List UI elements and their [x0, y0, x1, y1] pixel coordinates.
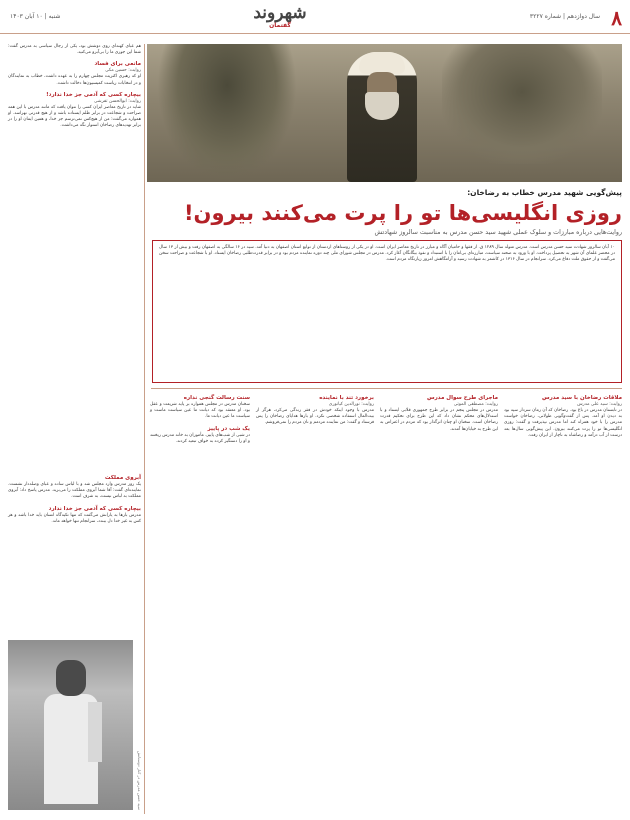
lead-subtitle: روایت‌هایی درباره مبارزات و سلوک عملی شهید سید حسن مدرس به مناسبت سالروز شهادتش — [374, 229, 622, 236]
col-a-title: ملاقات رضاخان با سید مدرس — [541, 395, 622, 401]
photo-turban — [359, 52, 405, 74]
photo-tree-left — [157, 44, 297, 182]
column-rule-left — [144, 44, 145, 814]
left-column — [8, 44, 141, 130]
page-number: ۸ — [611, 6, 622, 30]
date-info: شنبه | ۱۰ آبان ۱۴۰۳ — [10, 13, 61, 20]
left-text-2: شاید در تاریخ معاصر ایران کسی را نتوان یافت که مانند مدرس با این همه صراحت و شجاعت در برابر ظلم ایستاده باشد و از هیچ قدرتی نهراسد. او همواره می‌گفت: من از هیچ‌کس نمی‌ترسم جز خدا، و همین ایمان او را در برابر تهدیدهای رضاخان استوار نگه می‌داشت. — [8, 104, 141, 129]
left-intro: هم عبای کهنه‌ای روی دوشش بود، یکی از رجال سیاسی به مدرس گفت: شما این جوری ما را بی‌آبرو می‌کنید. — [8, 44, 141, 56]
intro-box — [152, 240, 622, 383]
left-bottom-title-2: بیچاره کسی که آدمی جز خدا ندارد — [48, 505, 141, 512]
left-bottom-text-1: یک روز مدرس وارد مجلس شد و با لباس ساده و عبای وصله‌دار نشست. نماینده‌ای گفت: آقا شما آبروی مملکت را می‌برید. مدرس پاسخ داد: آبروی مملکت به لباس نیست، به شرف است. — [8, 482, 141, 500]
col-b-byline: روایت: مصطفی الموتی — [453, 402, 498, 407]
logo-main: شهروند — [253, 3, 307, 23]
col-c-text: مدرس با وجود اینکه خودش در فقر زندگی می‌کرد، هرگز از بیت‌المال استفاده شخصی نکرد. او بارها هدایای رضاخان را پس فرستاد و گفت: من نماینده مردمم و نان مردم را نمی‌فروشم. — [256, 408, 374, 426]
col-d-text: سخنان مدرس در مجلس همواره بر پایه شریعت و عقل بود. او معتقد بود که دیانت ما عین سیاست ماست و سیاست ما عین دیانت ما. — [150, 402, 250, 420]
left-column-bottom — [8, 470, 141, 525]
photo-bottom-arm — [88, 702, 102, 762]
column-b — [380, 390, 498, 433]
lead-photo — [147, 44, 622, 182]
left-text-1: او که رهبری اکثریت مجلس چهارم را به عهده داشت، خطاب به نمایندگان و در انتخابات ریاست کمیسیون‌ها دخالت داشت. — [8, 74, 141, 86]
col-b-text: مدرس در مجلس پنجم در برابر طرح جمهوری قلابی ایستاد و با استدلال‌های محکم نشان داد که این طرح برای تحکیم قدرت رضاخان است. سخنان او چنان اثرگذار بود که مردم در اعتراض به این طرح به خیابان‌ها آمدند. — [380, 408, 498, 432]
col-d-title: سنت رسالت گنجی نداره — [183, 395, 250, 401]
left-bottom-text-2: مدرس بارها به یارانش می‌گفت که تنها تکیه‌گاه انسان باید خدا باشد و هر کس به غیر خدا دل ببندد، سرانجام تنها خواهد ماند. — [8, 512, 141, 524]
col-b-title: ماجرای طرح سوال مدرس — [427, 395, 498, 401]
logo-sub: گفتمان — [269, 22, 291, 29]
horizontal-rule — [151, 388, 622, 389]
col-d-foot-title: یک شب در پاییز — [207, 425, 250, 432]
left-byline-2: روایت: ابوالحسن تفرشی — [94, 98, 141, 104]
photo-bottom-head — [56, 660, 86, 696]
col-a-text: در تابستان مدرس در باغ بود. رضاخان که آن زمان سردار سپه بود به دیدن او آمد. پس از گفت‌وگویی طولانی، رضاخان خواست مدرس را با خود همراه کند اما مدرس نپذیرفت و گفت: روزی انگلیسی‌ها تو را پرت می‌کنند بیرون. این پیش‌گویی سال‌ها بعد درست از آب درآمد و رضاشاه به ناچار از ایران رفت. — [504, 408, 622, 438]
col-a-byline: روایت: سید علی مدرس — [577, 402, 622, 407]
issue-info: سال دوازدهم | شماره ۳۲۲۷ — [529, 13, 600, 20]
lead-title: روزی انگلیسی‌ها تو را پرت می‌کنند بیرون! — [183, 201, 622, 225]
col-d-foot-text: در شبی از شب‌های پاییز، مأموران به خانه مدرس ریختند و او را دستگیر کرده به خواف تبعید کردند. — [150, 432, 250, 444]
left-subhead-1: مانعی برای فساد — [94, 61, 141, 68]
left-byline-1: روایت: حسین مکی — [105, 68, 141, 74]
col-c-byline: روایت: نورالدین کیانوری — [328, 402, 374, 407]
lead-kicker: پیش‌گویی شهید مدرس خطاب به رضاخان: — [467, 188, 622, 197]
column-d — [150, 390, 250, 445]
page-header — [0, 0, 630, 34]
column-a — [504, 390, 622, 439]
intro-text: ۱۰ آبان سالروز شهادت سید حسن مدرس است. مدرس متولد سال ۱۲۸۹ ق. از فقها و حامیان آگاه و مبارز در تاریخ معاصر ایران است. او در یکی از روستاهای اردستان از توابع استان اصفهان به دنیا آمد. سید در ۱۶ سالگی به اصفهان رفت و بیش از ۱۳ سال در محضر علمای آن شهر به تحصیل پرداخت. او با ورود به صحنه سیاست، مبارزه‌ای بی‌امان را با استبداد و نفوذ بیگانگان آغاز کرد. مدرس در مجلس شورای ملی چند دوره نماینده مردم بود و در برابر قدرت‌طلبی رضاخان ایستاد. او با شجاعت و صراحت سخن می‌گفت و از حقوق ملت دفاع می‌کرد. سرانجام در سال ۱۳۱۶ در کاشمر به شهادت رسید و آرامگاهش امروز زیارتگاه مردم است. — [159, 245, 615, 263]
photo-caption: سید حسن مدرس در کنار دوستانش — [137, 751, 142, 810]
left-subhead-2: بیچاره کسی که آدمی جز خدا ندارد! — [46, 91, 141, 98]
left-bottom-title-1: آبروی مملکت — [104, 475, 141, 481]
column-c — [256, 390, 374, 427]
col-c-title: برخورد تند با نماینده — [319, 395, 374, 401]
bottom-photo — [8, 640, 133, 810]
newspaper-logo — [240, 4, 320, 30]
photo-tree-right — [442, 44, 602, 164]
